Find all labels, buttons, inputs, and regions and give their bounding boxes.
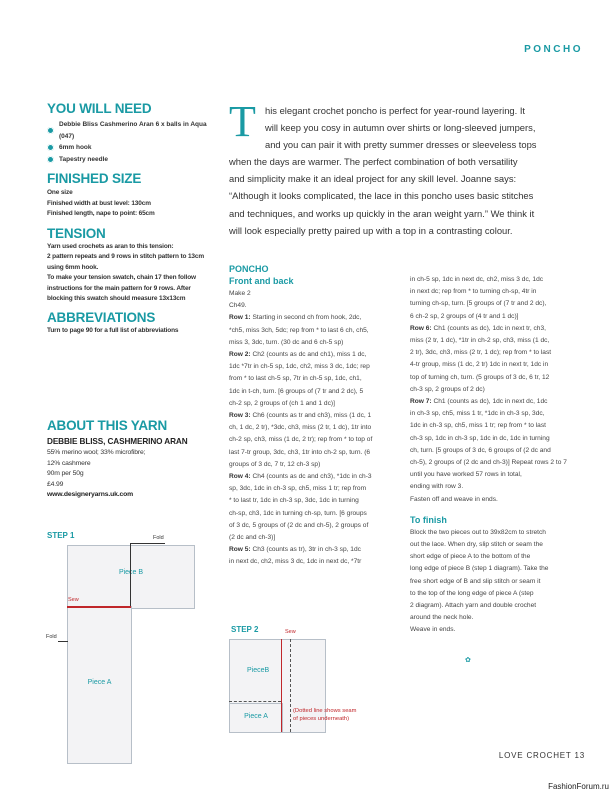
need-item: Tapestry needle — [47, 154, 222, 166]
tension-heading: TENSION — [47, 225, 106, 241]
pattern-line — [229, 508, 404, 520]
step1-fold-left-line — [58, 641, 68, 642]
row-text: * to last tr, 1dc in ch-3 sp, 3dc, 1dc in turning — [229, 497, 359, 505]
finish-line: short edge of piece A to the bottom of the — [410, 553, 531, 561]
row-label: Row 1: — [229, 314, 251, 322]
row-text: 1dc in ch-3 sp, ch5, miss 1 tr; rep from * to last — [410, 422, 546, 430]
row-text: ch, 1 dc, 2 tr), *3dc, ch3, miss (2 tr, 1 dc), 1tr into — [229, 424, 372, 432]
row-text: ch-3 sp, 1dc in ch-3 sp, 1dc in dc, 1dc in turning — [410, 434, 550, 442]
end-mark-icon: ✿ — [465, 657, 471, 664]
need-item: 6mm hook — [47, 142, 222, 154]
yarn-website-link[interactable]: www.designeryarns.uk.com — [47, 491, 134, 498]
row-text: 2 tr), 3dc, ch3, miss (2 tr, 1 dc); rep from * to last — [410, 349, 552, 357]
finished-size-heading: FINISHED SIZE — [47, 171, 142, 186]
pattern-line — [229, 483, 404, 495]
row-text: turning ch-sp, turn. [5 groups of (7 tr and 2 dc), — [410, 300, 547, 308]
row-label: Row 2: — [229, 351, 251, 359]
pattern-line — [410, 469, 590, 481]
you-will-need-heading: YOU WILL NEED — [47, 101, 152, 116]
step2-dotted-seam-horizontal — [229, 701, 281, 702]
pattern-line — [410, 359, 590, 371]
pattern-line — [410, 457, 590, 469]
row-text: ch-2 sp, 2 groups of (ch 1 and 1 dc)] — [229, 399, 335, 407]
step1-sew-label: Sew — [68, 597, 79, 603]
row-label: Row 5: — [229, 546, 251, 554]
step2-note: (Dotted line shows seam of pieces underneath) — [293, 708, 357, 722]
finish-line: Weave in ends. — [410, 626, 456, 634]
pattern-line — [410, 372, 590, 384]
pattern-line — [229, 447, 404, 459]
finished-size-body: One size Finished width at bust level: 130cm Finished length, nape to point: 65cm — [47, 189, 155, 217]
row-text: of 3 dc, 5 groups of (2 dc and ch-5), 2 groups of — [229, 521, 369, 529]
row-text: from * to last ch-5 sp, 7tr in ch-5 sp, 1dc, ch1, — [229, 375, 362, 383]
pattern-line — [229, 300, 404, 312]
step2-sew-label: Sew — [285, 629, 296, 635]
section-tag: PONCHO — [524, 44, 583, 55]
finish-heading: To finish — [410, 514, 447, 525]
finish-line: around the neck hole. — [410, 614, 474, 622]
row-text: 4-tr group, miss (1 dc, 2 tr) 1dc in next tr, 1dc in — [410, 361, 549, 369]
pattern-line — [229, 532, 404, 544]
abbreviations-body: Turn to page 90 for a full list of abbreviations — [47, 326, 179, 334]
finish-lines — [410, 527, 590, 637]
about-yarn-heading: ABOUT THIS YARN — [47, 418, 168, 433]
pattern-line — [410, 481, 590, 493]
row-text: 1dc *7tr in ch-5 sp, 1dc, ch2, miss 3 dc, 1dc; rep — [229, 363, 370, 371]
step1-fold-top-line — [130, 543, 165, 544]
flower-bullet-icon — [47, 156, 54, 163]
row-text: miss 3, 3dc, turn. (30 dc and 6 ch-5 sp) — [229, 338, 344, 346]
row-label: Row 6: — [410, 324, 432, 332]
row-text: ending with row 3. — [410, 483, 464, 491]
pattern-line — [410, 335, 590, 347]
pattern-col-1 — [229, 263, 404, 569]
row-text: miss (2 tr, 1 dc), *1tr in ch-2 sp, ch3, miss (1 dc, — [410, 337, 550, 345]
row-text: in next dc; rep from * to turning ch-sp, 4tr in — [410, 288, 537, 296]
row-label: Row 3: — [229, 412, 251, 420]
pattern-col-2-lines — [410, 274, 590, 506]
pattern-line — [229, 325, 404, 337]
yarn-name: DEBBIE BLISS, CASHMERINO ARAN — [47, 437, 188, 446]
row-text: *ch5, miss 3ch, 5dc; rep from * to last 6 ch, ch5, — [229, 326, 369, 334]
finish-line: out the lace. When dry, slip stitch or seam the — [410, 541, 543, 549]
step2-label: STEP 2 — [231, 625, 259, 634]
pattern-line — [410, 420, 590, 432]
pattern-line — [410, 445, 590, 457]
row-label: Row 7: — [410, 398, 432, 406]
step1-fold-vertical-line — [130, 543, 131, 606]
intro-text: his elegant crochet poncho is perfect for year-round layering. It will keep you cosy in autumn over shirts or long-sleeved jumpers, and you can pair it with pretty summer dresses or sleeveless tops when the days are warmer. The perfect combination of both versatility and simplicity make it an ideal project for any skill level. Joanne says: “Although it looks complicated, the lace in this poncho uses basic stitches and techniques, and works up quickly in the aran weight yarn.” We think it will look especially pretty paired up with a top in a contrasting colour. — [229, 105, 537, 236]
pattern-line — [410, 323, 590, 335]
watermark: FashionForum.ru — [548, 782, 609, 791]
row-text: 6 ch-2 sp, 2 groups of (4 tr and 1 dc)] — [410, 312, 519, 320]
flower-bullet-icon — [47, 144, 54, 151]
row-text: Ch3 (counts as tr), 3tr in ch-3 sp, 1dc — [250, 546, 361, 554]
row-text: Ch1 (counts as dc), 1dc in next dc, 1dc — [431, 398, 548, 406]
pattern-line — [229, 422, 404, 434]
row-text: (2 dc and ch-3)] — [229, 534, 276, 542]
pattern-line — [410, 396, 590, 408]
tension-body: Yarn used crochets as aran to this tension: 2 pattern repeats and 9 rows in stitch pattern to 13cm using 6mm hook. To make your tension swatch, chain 17 then follow instructions for the main pattern for 9 rows. After blocking this swatch should measure 13x13cm — [47, 242, 204, 302]
row-text: ch-sp, ch3, 1dc in turning ch-sp, turn. [6 groups — [229, 509, 367, 517]
need-item: Debbie Bliss Cashmerino Aran 6 x balls in Aqua (047) — [47, 119, 222, 142]
pattern-line — [229, 434, 404, 446]
pattern-line — [229, 398, 404, 410]
pattern-line — [229, 459, 404, 471]
pattern-line — [229, 349, 404, 361]
row-text: Make 2 — [229, 290, 251, 297]
pattern-line — [229, 361, 404, 373]
row-text: Starting in second ch from hook, 2dc, — [250, 314, 362, 322]
left-column — [47, 101, 222, 336]
pattern-line — [229, 544, 404, 556]
pattern-line — [410, 286, 590, 298]
pattern-line — [229, 337, 404, 349]
pattern-subtitle: Front and back — [229, 276, 294, 286]
row-text: Ch2 (counts as dc and ch1), miss 1 dc, — [250, 351, 367, 359]
step2-piece-b: PieceB — [229, 639, 326, 733]
step1-piece-a: Piece A — [67, 606, 132, 764]
pattern-col-1-lines — [229, 288, 404, 569]
page-footer: LOVE CROCHET 13 — [498, 751, 585, 760]
row-label: Row 4: — [229, 473, 251, 481]
pattern-line — [229, 495, 404, 507]
row-text: Ch4 (counts as dc and ch3), *1dc in ch-3 — [250, 473, 372, 481]
pattern-line — [410, 298, 590, 310]
pattern-line — [229, 373, 404, 385]
step2-seam-line — [281, 639, 282, 732]
row-text: in ch-5 sp, 1dc in next dc, ch2, miss 3 dc, 1dc — [410, 276, 544, 283]
row-text: Ch49. — [229, 302, 247, 310]
step1-label: STEP 1 — [47, 531, 75, 540]
pattern-line — [410, 311, 590, 323]
pattern-line — [229, 312, 404, 324]
row-text: ch-2 sp, ch3, miss (1 dc, 2 tr); rep from * to top of — [229, 436, 373, 444]
step1-fold-left: Fold — [46, 634, 57, 640]
finish-line: 2 diagram). Attach yarn and double crochet — [410, 602, 537, 610]
need-list — [47, 119, 222, 165]
pattern-line — [229, 471, 404, 483]
step2-piece-a: Piece A — [229, 703, 283, 733]
pattern-line — [229, 288, 404, 300]
row-text: ch, turn. [5 groups of 3 dc, 6 groups of (2 dc and — [410, 446, 551, 454]
step2-dotted-seam-vertical — [290, 639, 291, 732]
row-text: in ch-3 sp, ch5, miss 1 tr, *1dc in ch-3 sp, 3dc, — [410, 410, 545, 418]
row-text: groups of 3 dc, 7 tr, 12 ch-3 sp) — [229, 460, 321, 468]
pattern-line — [410, 274, 590, 286]
row-text: in next dc, ch2, miss 3 dc, 1dc in next dc, *7tr — [229, 558, 362, 566]
abbreviations-heading: ABBREVIATIONS — [47, 309, 156, 325]
row-text: Ch1 (counts as dc), 1dc in next tr, ch3, — [431, 324, 546, 332]
step1-fold-top: Fold — [153, 535, 164, 541]
step1-piece-b: Piece B — [67, 545, 195, 609]
row-text: ch-3 sp, 2 groups of 2 dc) — [410, 385, 485, 393]
pattern-line — [410, 347, 590, 359]
row-text: until you have worked 57 rows in total, — [410, 471, 522, 479]
row-text: Ch6 (counts as tr and ch3), miss (1 dc, 1 — [250, 412, 372, 420]
flower-bullet-icon — [47, 127, 54, 134]
row-text: ch-5), 2 groups of (2 dc and ch-3)] Repeat rows 2 to 7 — [410, 459, 567, 467]
row-text: top of turning ch, turn. (5 groups of 3 dc, 6 tr, 12 — [410, 373, 550, 381]
row-text: 1dc in t-ch, turn. [6 groups of (7 tr and 2 dc), 5 — [229, 387, 364, 395]
pattern-line — [229, 410, 404, 422]
pattern-line — [229, 386, 404, 398]
pattern-line — [229, 520, 404, 532]
step1-seam-line — [67, 606, 131, 608]
finish-line: long edge of piece B (step 1 diagram). Take the — [410, 565, 549, 573]
row-text: Fasten off and weave in ends. — [410, 495, 498, 503]
row-text: sp, 3dc, 1dc in ch-3 sp, ch5, miss 1 tr; rep from — [229, 485, 367, 493]
row-text: last 7-tr group, 3dc, ch3, 1tr into ch-2 sp, turn. (6 — [229, 448, 371, 456]
pattern-line — [410, 408, 590, 420]
pattern-line — [410, 384, 590, 396]
drop-cap: T — [229, 97, 256, 146]
pattern-line — [229, 556, 404, 568]
about-yarn: ABOUT THIS YARN DEBBIE BLISS, CASHMERINO ARAN 55% merino wool; 33% microfibre; 12% cashmere 90m per 50g £4.99 www.designeryarns.uk.com — [47, 418, 222, 501]
finish-line: free short edge of B and slip stitch or seam it — [410, 577, 541, 585]
finish-line: to the top of the long edge of piece A (step — [410, 589, 534, 597]
pattern-line — [410, 494, 590, 506]
pattern-col-2 — [410, 274, 590, 637]
pattern-line — [410, 433, 590, 445]
pattern-title: PONCHO — [229, 264, 269, 274]
finish-line: Block the two pieces out to 39x82cm to stretch — [410, 528, 546, 536]
